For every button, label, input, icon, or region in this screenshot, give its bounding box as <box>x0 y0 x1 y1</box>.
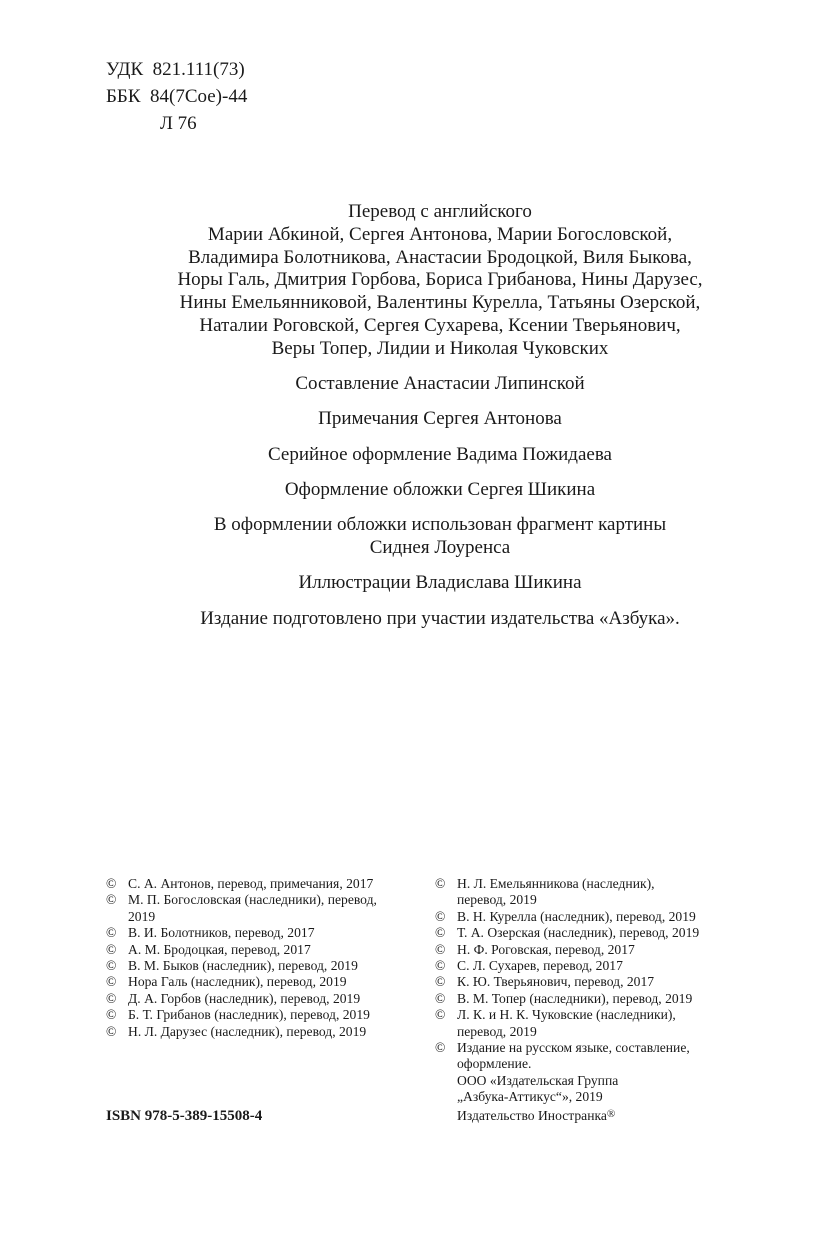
copyright-line: „Азбука-Аттикус“», 2019 <box>457 1089 603 1105</box>
copyrights-left-column <box>106 876 426 1040</box>
notes-credit: Примечания Сергея Антонова <box>318 408 562 430</box>
translation-heading: Перевод с английского <box>348 201 532 222</box>
copyright-icon: © <box>435 974 446 990</box>
copyright-entry <box>106 991 426 1007</box>
copyright-entry <box>435 925 765 941</box>
translators-line: Наталии Роговской, Сергея Сухарева, Ксении Тверьянович, <box>199 314 681 336</box>
classification-block <box>106 56 247 137</box>
copyright-icon: © <box>106 974 117 990</box>
copyright-line: К. Ю. Тверьянович, перевод, 2017 <box>457 974 655 990</box>
copyright-entry <box>435 909 765 925</box>
copyright-icon: © <box>435 908 446 924</box>
copyright-icon: © <box>435 958 446 974</box>
copyright-icon: © <box>106 925 117 941</box>
copyright-entry <box>106 1024 426 1040</box>
copyright-entry <box>435 942 765 958</box>
copyright-icon: © <box>106 1023 117 1039</box>
translators-line: Норы Галь, Дмитрия Горбова, Бориса Грибанова, Нины Дарузес, <box>177 269 703 291</box>
copyright-entry <box>106 1007 426 1023</box>
copyright-line: Т. А. Озерская (наследник), перевод, 2019 <box>457 925 700 941</box>
copyright-icon: © <box>106 892 117 908</box>
translators-line: Владимира Болотникова, Анастасии Бродоцкой, Виля Быкова, <box>188 246 692 268</box>
copyright-icon: © <box>106 876 117 891</box>
copyright-line: В. М. Топер (наследники), перевод, 2019 <box>457 990 693 1006</box>
copyright-entry <box>106 942 426 958</box>
copyright-icon: © <box>106 941 117 957</box>
isbn: ISBN 978-5-389-15508-4 <box>106 1108 263 1124</box>
copyright-entry <box>435 1007 765 1040</box>
copyright-entry <box>106 892 426 925</box>
compilation-credit: Составление Анастасии Липинской <box>295 373 585 395</box>
copyright-line: Л. К. и Н. К. Чуковские (наследники), <box>457 1007 676 1023</box>
copyright-entry <box>106 958 426 974</box>
cover-art-credit <box>100 514 780 560</box>
copyright-line: Нора Галь (наследник), перевод, 2019 <box>128 974 347 990</box>
copyright-entry <box>106 974 426 990</box>
author-mark: Л 76 <box>160 113 197 134</box>
copyright-line: перевод, 2019 <box>457 1023 537 1039</box>
copyright-entry <box>435 974 765 990</box>
edition-note: Издание подготовлено при участии издательства «Азбука». <box>200 607 680 629</box>
copyright-line: Издание на русском языке, составление, <box>457 1040 690 1056</box>
publisher-name: Издательство Иностранка <box>457 1107 607 1123</box>
copyright-icon: © <box>106 990 117 1006</box>
udk-code: УДК 821.111(73) <box>106 59 245 80</box>
copyright-entry <box>435 958 765 974</box>
illustrations-credit: Иллюстрации Владислава Шикина <box>298 572 582 594</box>
copyright-line: оформление. <box>457 1056 532 1072</box>
series-design-credit: Серийное оформление Вадима Пожидаева <box>268 443 612 465</box>
copyright-line: 2019 <box>128 908 156 924</box>
copyright-icon: © <box>435 990 446 1006</box>
copyright-icon: © <box>435 1040 446 1056</box>
translators-line: Марии Абкиной, Сергея Антонова, Марии Богословской, <box>207 223 673 245</box>
copyright-line <box>457 1106 765 1124</box>
copyright-line: В. М. Быков (наследник), перевод, 2019 <box>128 958 358 974</box>
registered-mark-icon: ® <box>606 1107 616 1120</box>
copyright-icon: © <box>106 1007 117 1023</box>
copyright-line: Н. Ф. Роговская, перевод, 2017 <box>457 941 635 957</box>
copyright-entry <box>106 925 426 941</box>
copyright-icon: © <box>435 876 446 891</box>
copyright-line: С. Л. Сухарев, перевод, 2017 <box>457 958 623 974</box>
copyright-line: ООО «Издательская Группа <box>457 1072 619 1088</box>
cover-design-credit: Оформление обложки Сергея Шикина <box>284 478 596 500</box>
copyright-icon: © <box>435 941 446 957</box>
copyright-line: В. И. Болотников, перевод, 2017 <box>128 925 315 941</box>
copyright-icon: © <box>435 1007 446 1023</box>
copyright-icon: © <box>435 925 446 941</box>
copyrights-right-column <box>435 876 765 1124</box>
cover-art-line: Сиднея Лоуренса <box>369 537 511 559</box>
bbk-code: ББК 84(7Сое)-44 <box>106 86 248 107</box>
credits-block <box>100 201 780 643</box>
copyright-line: Н. Л. Емельянникова (наследник), <box>457 876 655 891</box>
translation-credits <box>100 201 780 361</box>
translators-line: Нины Емельянниковой, Валентины Курелла, Татьяны Озерской, <box>179 292 701 314</box>
copyright-entry <box>435 991 765 1007</box>
copyright-icon: © <box>106 958 117 974</box>
copyright-entry <box>106 876 426 892</box>
copyright-line: В. Н. Курелла (наследник), перевод, 2019 <box>457 908 696 924</box>
copyright-line: А. М. Бродоцкая, перевод, 2017 <box>128 941 311 957</box>
copyright-line: перевод, 2019 <box>457 892 537 908</box>
copyright-entry <box>435 1040 765 1124</box>
cover-art-line: В оформлении обложки использован фрагмент картины <box>213 514 667 536</box>
copyright-entry <box>435 876 765 909</box>
translators-line: Веры Топер, Лидии и Николая Чуковских <box>271 337 609 359</box>
copyright-line: С. А. Антонов, перевод, примечания, 2017 <box>128 876 374 891</box>
copyright-line: Б. Т. Грибанов (наследник), перевод, 2019 <box>128 1007 370 1023</box>
copyright-line: М. П. Богословская (наследники), перевод, <box>128 892 377 908</box>
copyright-line: Д. А. Горбов (наследник), перевод, 2019 <box>128 990 361 1006</box>
copyright-line: Н. Л. Дарузес (наследник), перевод, 2019 <box>128 1023 367 1039</box>
